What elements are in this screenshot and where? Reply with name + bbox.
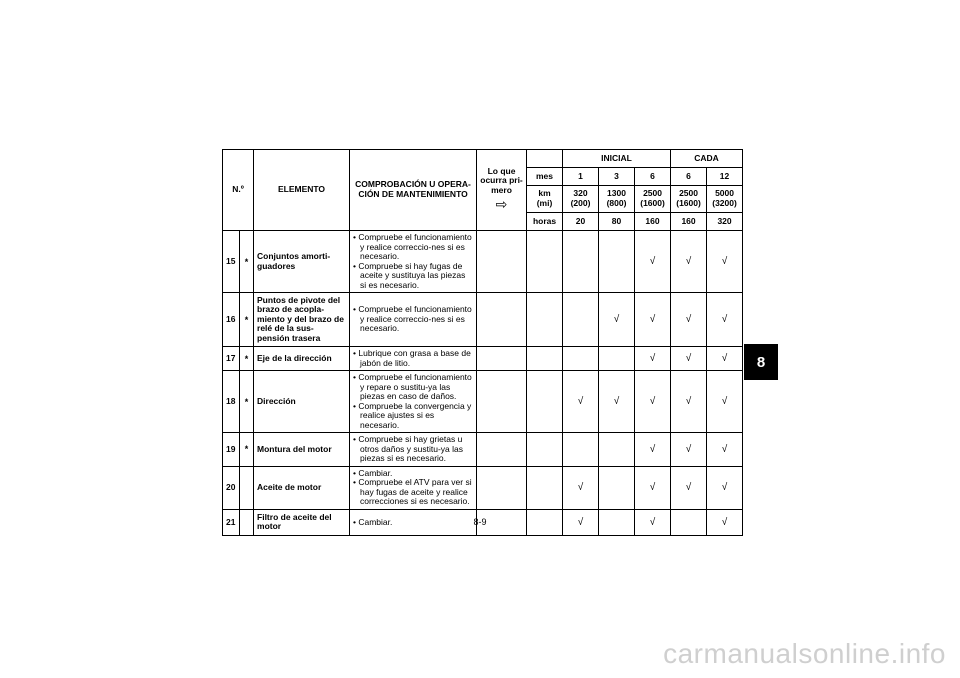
header-unit-value: 160 (671, 213, 707, 231)
check-item (353, 305, 473, 334)
check-item (353, 233, 473, 262)
header-check: COMPROBACIÓN U OPERA-CIÓN DE MANTENIMIENTO (350, 150, 477, 231)
bullet-icon: • (353, 304, 359, 315)
header-unit-label: km (mi) (527, 186, 563, 213)
row-check-cell (350, 347, 477, 371)
row-unit-cell (527, 466, 563, 509)
check-item (353, 373, 473, 402)
header-unit-value: 80 (599, 213, 635, 231)
row-first-cell (477, 433, 527, 467)
check-text: Compruebe si hay fugas de aceite y sustituya las piezas si es necesario. (358, 260, 466, 290)
check-mark-icon: √ (635, 466, 671, 509)
check-mark-icon: √ (707, 347, 743, 371)
check-text: Compruebe el ATV para ver si hay fugas de aceite y realice correcciones si es necesario. (358, 477, 472, 507)
check-item (353, 262, 473, 291)
check-mark-icon: √ (707, 231, 743, 293)
table-row (223, 371, 743, 433)
check-list (353, 233, 473, 290)
empty-interval-cell (599, 466, 635, 509)
empty-interval-cell (599, 509, 635, 535)
check-mark-icon: √ (599, 371, 635, 433)
check-mark-icon: √ (707, 371, 743, 433)
header-unit-value: 320 (200) (563, 186, 599, 213)
maintenance-table (222, 149, 743, 536)
check-mark-icon: √ (671, 231, 707, 293)
row-first-cell (477, 293, 527, 347)
check-mark-icon: √ (635, 347, 671, 371)
row-number: 21 (223, 509, 240, 535)
row-unit-cell (527, 433, 563, 467)
row-number: 17 (223, 347, 240, 371)
chapter-tab: 8 (744, 344, 778, 380)
header-unit-label: horas (527, 213, 563, 231)
check-item (353, 349, 473, 368)
row-element: Puntos de pivote del brazo de acopla-miento y del brazo de relé de la sus-pensión trasera (254, 293, 350, 347)
row-element: Dirección (254, 371, 350, 433)
row-unit-cell (527, 293, 563, 347)
row-unit-cell (527, 371, 563, 433)
check-mark-icon: √ (635, 433, 671, 467)
check-list (353, 305, 473, 334)
row-first-cell (477, 347, 527, 371)
check-text: Compruebe el funcionamiento y realice correccio-nes si es necesario. (358, 232, 472, 262)
row-check-cell (350, 371, 477, 433)
empty-interval-cell (563, 231, 599, 293)
bullet-icon: • (353, 400, 359, 411)
row-star: * (240, 347, 254, 371)
bullet-icon: • (353, 477, 359, 488)
check-mark-icon: √ (635, 231, 671, 293)
header-unit-value: 1300 (800) (599, 186, 635, 213)
check-list (353, 435, 473, 464)
header-blank (527, 150, 563, 168)
row-element: Filtro de aceite del motor (254, 509, 350, 535)
header-unit-value: 3 (599, 168, 635, 186)
row-number: 18 (223, 371, 240, 433)
row-element: Eje de la dirección (254, 347, 350, 371)
check-mark-icon: √ (671, 466, 707, 509)
bullet-icon: • (353, 348, 359, 359)
bullet-icon: • (353, 372, 359, 383)
row-element: Conjuntos amorti-guadores (254, 231, 350, 293)
row-check-cell (350, 231, 477, 293)
check-list (353, 349, 473, 368)
check-mark-icon: √ (563, 466, 599, 509)
header-first-label: Lo que ocurra pri-mero (480, 165, 523, 195)
arrow-right-icon: ⇨ (495, 196, 508, 213)
row-unit-cell (527, 509, 563, 535)
table-row (223, 231, 743, 293)
header-element: ELEMENTO (254, 150, 350, 231)
row-unit-cell (527, 347, 563, 371)
check-text: Compruebe el funcionamiento y repare o sustitu-ya las piezas en caso de daños. (358, 372, 472, 402)
row-first-cell (477, 231, 527, 293)
check-text: Compruebe el funcionamiento y realice correccio-nes si es necesario. (358, 304, 472, 334)
row-number: 16 (223, 293, 240, 347)
row-star: * (240, 371, 254, 433)
bullet-icon: • (353, 467, 359, 478)
check-item (353, 402, 473, 431)
check-item (353, 478, 473, 507)
bullet-icon: • (353, 232, 359, 242)
header-unit-value: 160 (635, 213, 671, 231)
check-mark-icon: √ (563, 371, 599, 433)
header-number: N.º (223, 150, 254, 231)
empty-interval-cell (563, 347, 599, 371)
row-element: Montura del motor (254, 433, 350, 467)
check-mark-icon: √ (707, 433, 743, 467)
check-mark-icon: √ (635, 509, 671, 535)
check-list (353, 469, 473, 507)
check-text: Lubrique con grasa a base de jabón de litio. (358, 348, 471, 368)
header-unit-value: 6 (635, 168, 671, 186)
table-row (223, 466, 743, 509)
table-row (223, 347, 743, 371)
check-mark-icon: √ (671, 293, 707, 347)
row-star (240, 466, 254, 509)
check-mark-icon: √ (671, 433, 707, 467)
check-mark-icon: √ (635, 371, 671, 433)
check-mark-icon: √ (707, 293, 743, 347)
empty-interval-cell (563, 293, 599, 347)
row-star: * (240, 433, 254, 467)
row-check-cell (350, 466, 477, 509)
watermark: carmanualsonline.info (663, 638, 946, 669)
row-unit-cell (527, 231, 563, 293)
row-first-cell (477, 466, 527, 509)
header-unit-value: 6 (671, 168, 707, 186)
row-first-cell (477, 371, 527, 433)
header-unit-value: 1 (563, 168, 599, 186)
bullet-icon: • (353, 434, 359, 445)
header-unit-value: 5000 (3200) (707, 186, 743, 213)
row-check-cell (350, 293, 477, 347)
row-number: 15 (223, 231, 240, 293)
row-star: * (240, 231, 254, 293)
check-list (353, 373, 473, 430)
empty-interval-cell (599, 347, 635, 371)
row-element: Aceite de motor (254, 466, 350, 509)
table-row (223, 293, 743, 347)
check-mark-icon: √ (707, 466, 743, 509)
header-unit-label: mes (527, 168, 563, 186)
bullet-icon: • (353, 260, 359, 271)
check-item (353, 435, 473, 464)
empty-interval-cell (671, 509, 707, 535)
check-text: Compruebe si hay grietas u otros daños y sustitu-ya las piezas si es necesario. (358, 434, 464, 464)
check-mark-icon: √ (707, 509, 743, 535)
header-initial: INICIAL (563, 150, 671, 168)
check-mark-icon: √ (671, 371, 707, 433)
header-every: CADA (671, 150, 743, 168)
row-check-cell (350, 433, 477, 467)
row-number: 20 (223, 466, 240, 509)
header-unit-value: 20 (563, 213, 599, 231)
row-star: * (240, 293, 254, 347)
check-text: Cambiar. (358, 467, 393, 478)
empty-interval-cell (599, 433, 635, 467)
header-unit-value: 12 (707, 168, 743, 186)
check-text: Cambiar. (358, 516, 393, 527)
header-unit-value: 2500 (1600) (671, 186, 707, 213)
header-unit-value: 2500 (1600) (635, 186, 671, 213)
empty-interval-cell (563, 433, 599, 467)
check-mark-icon: √ (563, 509, 599, 535)
page-number: 8-9 (473, 517, 487, 527)
check-mark-icon: √ (635, 293, 671, 347)
bullet-icon: • (353, 516, 359, 527)
row-star (240, 509, 254, 535)
check-mark-icon: √ (671, 347, 707, 371)
check-text: Compruebe la convergencia y realice ajustes si es necesario. (358, 400, 472, 430)
empty-interval-cell (599, 231, 635, 293)
header-first (477, 150, 527, 231)
check-mark-icon: √ (599, 293, 635, 347)
header-unit-value: 320 (707, 213, 743, 231)
row-number: 19 (223, 433, 240, 467)
table-row (223, 433, 743, 467)
